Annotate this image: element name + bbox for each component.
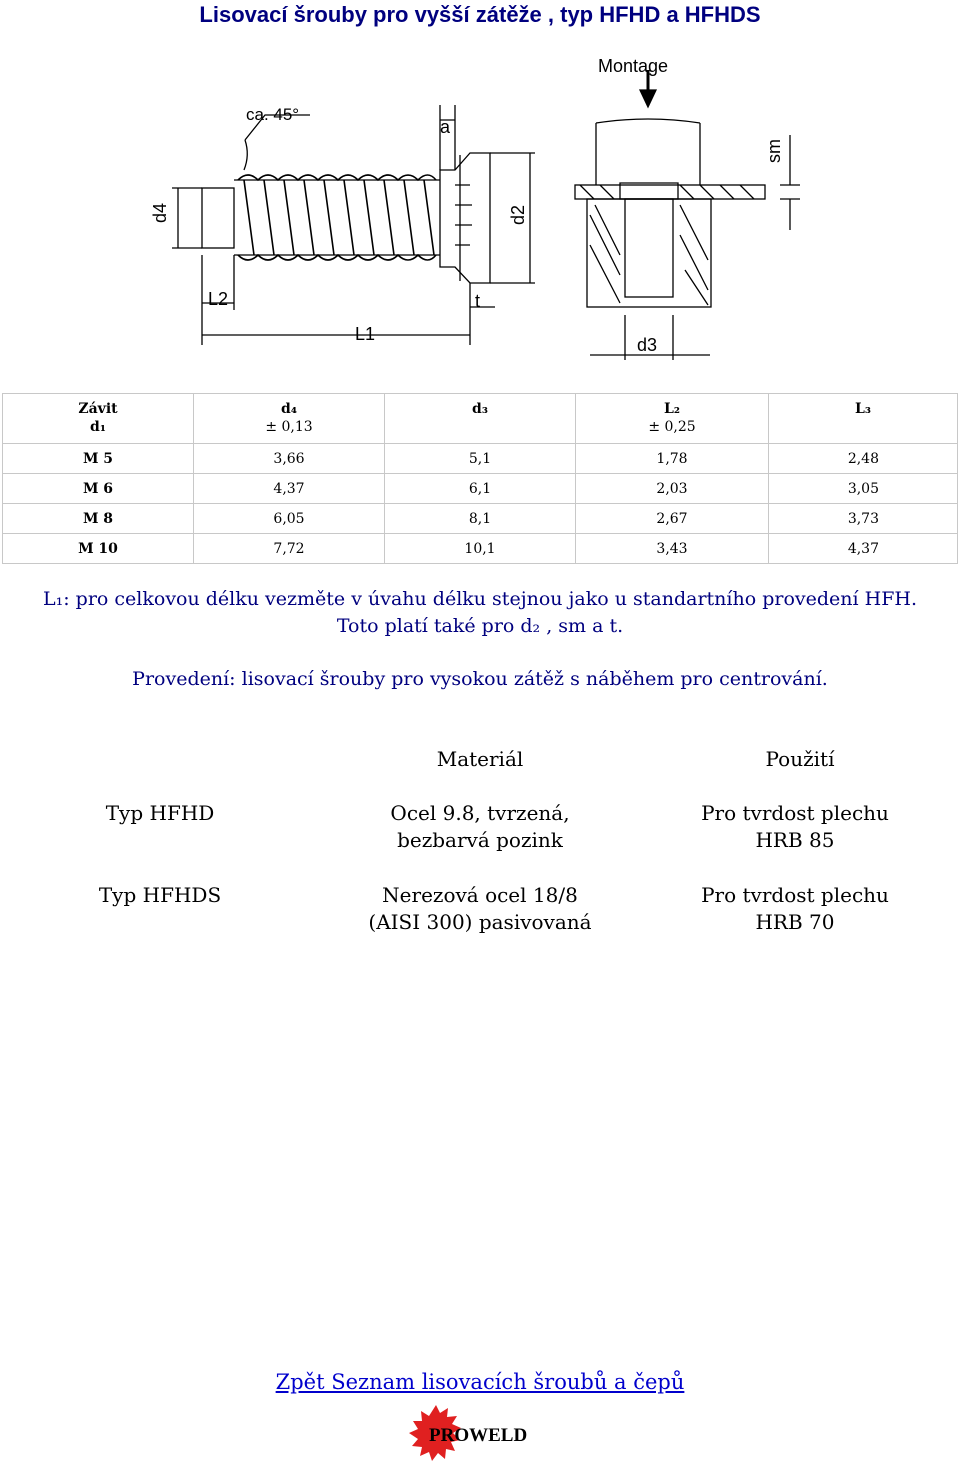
proweld-logo [407,1405,557,1463]
label-d4: d4 [150,202,170,223]
use-hfhd: Pro tvrdost plechu HRB 85 [701,801,889,852]
page-title: Lisovací šrouby pro vyšší zátěže , typ HFHD a HFHDS [199,2,761,27]
type-hfhds: Typ HFHDS [98,883,222,907]
table-row: M 5 3,66 5,1 1,78 2,48 [3,444,958,474]
type-hfhd: Typ HFHD [105,801,215,825]
label-a: a [440,117,451,137]
label-sm: sm [764,139,784,163]
l1-note-continued: Toto platí také pro d₂ , sm a t. [336,615,624,637]
montage-label: Montage [598,56,669,76]
table-row: M 6 4,37 6,1 2,03 3,05 [3,474,958,504]
header-cell: L₂ ± 0,25 [576,394,769,444]
label-d2: d2 [508,204,528,225]
header-cell: L₃ [769,394,958,444]
use-hfhds: Pro tvrdost plechu HRB 70 [701,883,889,934]
dimension-table [2,393,958,564]
logo-text: PROWELD [429,1425,528,1446]
material-hfhd: Ocel 9.8, tvrzená, bezbarvá pozink [390,801,570,852]
label-l1: L1 [355,324,376,344]
label-d3: d3 [637,335,658,355]
material-hfhds: Nerezová ocel 18/8 (AISI 300) pasivovaná [368,883,592,934]
back-link[interactable]: Zpět Seznam lisovacích šroubů a čepů [275,1370,685,1394]
table-row: M 10 7,72 10,1 3,43 4,37 [3,534,958,564]
material-column-header: Materiál [436,747,524,771]
table-row: M 8 6,05 8,1 2,67 3,73 [3,504,958,534]
header-cell: d₄ ± 0,13 [194,394,385,444]
label-t: t [475,291,481,311]
angle-label: ca. 45° [246,105,300,124]
header-cell: d₃ [385,394,576,444]
l1-note: L₁: pro celkovou délku vezměte v úvahu délku stejnou jako u standartního provedení HFH. [43,588,917,610]
header-cell: Závit d₁ [3,394,194,444]
table-header-row [3,394,958,444]
label-l2: L2 [208,289,229,309]
technical-drawing [150,45,810,365]
use-column-header: Použití [765,747,835,771]
design-note: Provedení: lisovací šrouby pro vysokou zátěž s náběhem pro centrování. [132,668,828,690]
